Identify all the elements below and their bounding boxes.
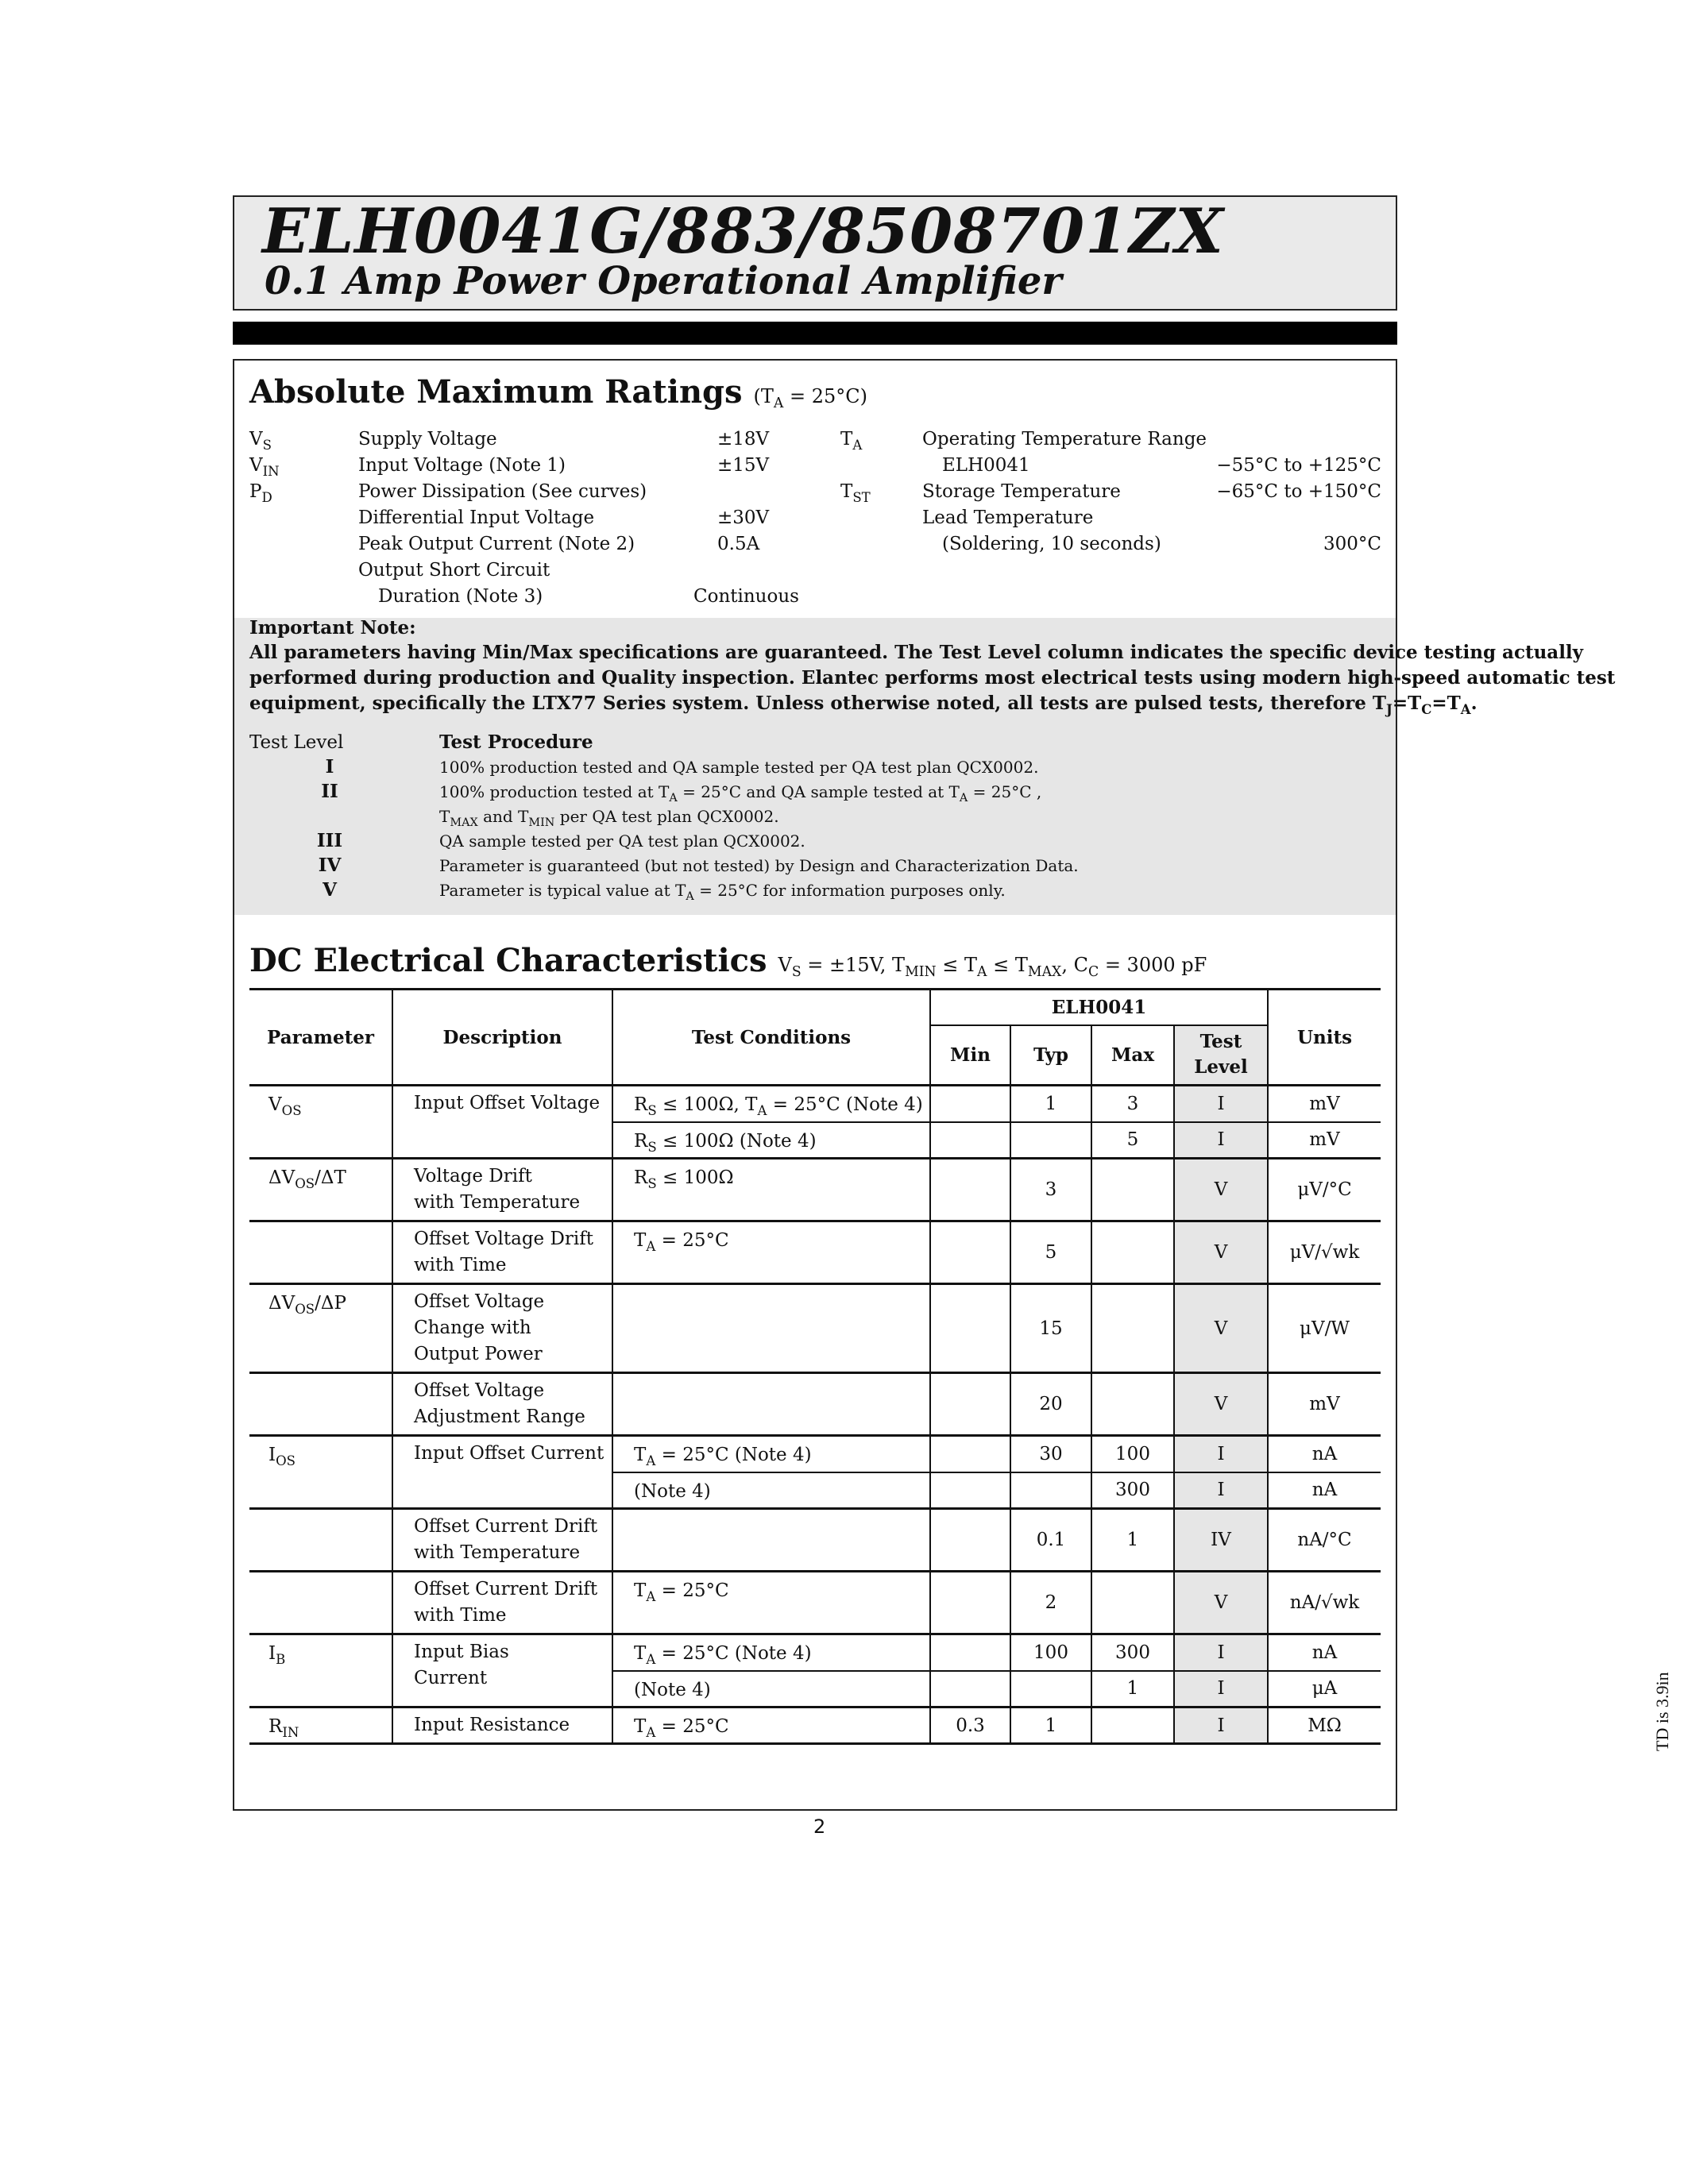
cell-test-level: I [1174,1436,1268,1472]
abs-max-label: (Soldering, 10 seconds) [942,534,1161,554]
cell-test-level: V [1174,1373,1268,1436]
abs-max-symbol: $T_{ST}$ [840,481,871,505]
cell-typ [1010,1122,1091,1159]
cell-test-level: I [1174,1086,1268,1122]
cell-typ: 1 [1010,1707,1091,1744]
header-min: Min [930,1025,1010,1086]
table-row [249,1509,1381,1572]
cell-test-level: V [1174,1221,1268,1284]
cell-test-conditions: $T_A = 25^\circ C$ [612,1221,930,1284]
cell-min [930,1671,1010,1707]
cell-test-level: I [1174,1634,1268,1671]
cell-parameter [249,1509,392,1572]
abs-max-label: Supply Voltage [358,429,497,450]
cell-min [930,1373,1010,1436]
cell-units: μA [1268,1671,1381,1707]
cell-description: Offset Current Drift with Time [392,1572,612,1634]
abs-max-title: Absolute Maximum Ratings [249,373,743,411]
cell-test-conditions: $R_S \le 100\Omega$ [612,1159,930,1221]
test-level-code: IV [318,855,342,876]
dc-heading [249,942,1207,980]
cell-units: nA/√wk [1268,1572,1381,1634]
cell-typ: 30 [1010,1436,1091,1472]
cell-test-conditions: (Note 4) [612,1671,930,1707]
cell-test-level: V [1174,1159,1268,1221]
cell-test-level: IV [1174,1509,1268,1572]
abs-max-label: Power Dissipation (See curves) [358,481,647,502]
cell-parameter [249,1221,392,1284]
cell-description: Offset Voltage Drift with Time [392,1221,612,1284]
dc-characteristics-table [249,988,1381,1745]
abs-max-symbol: $T_A$ [840,429,863,453]
cell-test-level: V [1174,1572,1268,1634]
cell-test-conditions [612,1284,930,1373]
table-row [249,1373,1381,1436]
cell-max [1091,1159,1174,1221]
cell-units: nA/°C [1268,1509,1381,1572]
cell-min [930,1221,1010,1284]
cell-typ: 0.1 [1010,1509,1091,1572]
cell-units: mV [1268,1373,1381,1436]
abs-max-value: 300°C [1323,534,1381,554]
cell-description: Input Resistance [392,1707,612,1744]
page-number: 2 [813,1815,826,1838]
cell-parameter: $R_{IN}$ [249,1707,392,1744]
abs-max-label: Duration (Note 3) [378,586,543,607]
table-row [249,1284,1381,1373]
table-row [249,1221,1381,1284]
cell-min [930,1472,1010,1509]
cell-units: nA [1268,1436,1381,1472]
cell-parameter: $I_B$ [249,1634,392,1707]
header-divider-bar [233,322,1397,345]
cell-description: Offset Voltage Adjustment Range [392,1373,612,1436]
cell-max: 100 [1091,1436,1174,1472]
cell-units: μV/°C [1268,1159,1381,1221]
abs-max-label: Differential Input Voltage [358,507,595,528]
abs-max-label: Peak Output Current (Note 2) [358,534,635,554]
cell-max [1091,1221,1174,1284]
cell-units: mV [1268,1122,1381,1159]
cell-test-conditions: $T_A = 25^\circ C$ (Note 4) [612,1436,930,1472]
header-max: Max [1091,1025,1174,1086]
table-row [249,1436,1381,1472]
test-level-description: Parameter is guaranteed (but not tested) by Design and Characterization Data. [439,856,1079,875]
cell-parameter: $V_{OS}$ [249,1086,392,1159]
cell-typ: 100 [1010,1634,1091,1671]
test-level-description: Parameter is typical value at $T_A = 25^\circ C$ for information purposes only. [439,881,1006,904]
cell-max [1091,1572,1174,1634]
cell-test-conditions: $R_S \le 100\Omega$ (Note 4) [612,1122,930,1159]
cell-units: μV/W [1268,1284,1381,1373]
abs-max-label: ELH0041 [942,455,1030,476]
abs-max-value: ±30V [717,507,770,528]
cell-min [930,1572,1010,1634]
cell-test-level: I [1174,1472,1268,1509]
abs-max-symbol: $V_{IN}$ [249,455,280,479]
abs-max-label: Output Short Circuit [358,560,550,581]
cell-parameter [249,1572,392,1634]
cell-test-conditions: $T_A = 25^\circ C$ (Note 4) [612,1634,930,1671]
document-subtitle: 0.1 Amp Power Operational Amplifier [265,259,1062,303]
table-row [249,1634,1381,1671]
header-typ: Typ [1010,1025,1091,1086]
cell-description: Offset Voltage Change with Output Power [392,1284,612,1373]
cell-units: nA [1268,1634,1381,1671]
cell-min [930,1122,1010,1159]
cell-description: Input Bias Current [392,1634,612,1707]
cell-test-conditions: (Note 4) [612,1472,930,1509]
abs-max-label: Lead Temperature [922,507,1094,528]
abs-max-value: ±18V [717,429,770,450]
cell-description: Input Offset Current [392,1436,612,1509]
document-title: ELH0041G/883/8508701ZX [262,195,1224,268]
cell-max [1091,1373,1174,1436]
header-device: ELH0041 [930,990,1268,1025]
important-note-line-2: performed during production and Quality inspection. Elantec performs most electrical tests using modern high-speed automatic test [249,667,1616,689]
table-row [249,1707,1381,1744]
test-level-description: QA sample tested per QA test plan QCX0002. [439,832,805,851]
header-test-level: Test Level [1174,1025,1268,1086]
abs-max-label: Operating Temperature Range [922,429,1207,450]
test-level-code: I [325,756,334,778]
test-procedure-header: Test Procedure [439,731,593,753]
cell-min [930,1436,1010,1472]
cell-units: MΩ [1268,1707,1381,1744]
cell-test-conditions [612,1509,930,1572]
cell-test-level: V [1174,1284,1268,1373]
cell-test-level: I [1174,1122,1268,1159]
abs-max-symbol: $P_D$ [249,481,272,505]
important-note-line-3: equipment, specifically the LTX77 Series system. Unless otherwise noted, all tests are pulsed tests, therefore $T_J=T_C=T_A$. [249,693,1477,717]
cell-max: 300 [1091,1472,1174,1509]
header-parameter: Parameter [249,990,392,1086]
cell-max: 5 [1091,1122,1174,1159]
cell-typ: 1 [1010,1086,1091,1122]
cell-typ: 20 [1010,1373,1091,1436]
abs-max-label: Storage Temperature [922,481,1121,502]
header-description: Description [392,990,612,1086]
abs-max-condition: $(T_A = 25^\circ C)$ [753,385,867,412]
side-note: TD is 3.9in [1652,1672,1672,1751]
cell-max: 3 [1091,1086,1174,1122]
abs-max-label: Input Voltage (Note 1) [358,455,566,476]
cell-typ [1010,1472,1091,1509]
cell-min [930,1086,1010,1122]
cell-units: nA [1268,1472,1381,1509]
cell-max: 300 [1091,1634,1174,1671]
test-level-code: III [316,830,343,851]
abs-max-value: −65°C to +150°C [1216,481,1381,502]
test-level-code: V [323,879,337,901]
cell-units: μV/√wk [1268,1221,1381,1284]
cell-min [930,1634,1010,1671]
cell-max: 1 [1091,1671,1174,1707]
cell-typ: 3 [1010,1159,1091,1221]
dc-title: DC Electrical Characteristics [249,942,767,979]
abs-max-heading [249,373,867,411]
test-level-description: 100% production tested and QA sample tested per QA test plan QCX0002. [439,758,1039,777]
cell-test-conditions: $T_A = 25^\circ C$ [612,1572,930,1634]
header-units: Units [1268,990,1381,1086]
cell-description: Offset Current Drift with Temperature [392,1509,612,1572]
cell-typ: 2 [1010,1572,1091,1634]
cell-test-level: I [1174,1707,1268,1744]
table-row [249,1086,1381,1122]
cell-test-level: I [1174,1671,1268,1707]
important-note-line-1: All parameters having Min/Max specifications are guaranteed. The Test Level column indicates the specific device testing actually [249,642,1584,663]
cell-min [930,1159,1010,1221]
important-note-title: Important Note: [249,617,416,639]
cell-min [930,1509,1010,1572]
cell-min: 0.3 [930,1707,1010,1744]
cell-max [1091,1707,1174,1744]
cell-typ [1010,1671,1091,1707]
cell-parameter [249,1373,392,1436]
cell-parameter: $I_{OS}$ [249,1436,392,1509]
cell-test-conditions: $T_A = 25^\circ C$ [612,1707,930,1744]
cell-description: Input Offset Voltage [392,1086,612,1159]
cell-typ: 15 [1010,1284,1091,1373]
abs-max-value: ±15V [717,455,770,476]
dc-conditions: $V_S = \pm 15V$, $T_{MIN} \le T_A \le T_{MAX}$, $C_C = 3000$ pF [778,954,1207,981]
cell-units: mV [1268,1086,1381,1122]
table-row [249,1572,1381,1634]
test-level-description: $T_{MAX}$ and $T_{MIN}$ per QA test plan QCX0002. [439,807,779,830]
cell-description: Voltage Drift with Temperature [392,1159,612,1221]
cell-test-conditions: $R_S \le 100\Omega$, $T_A = 25^\circ C$ (Note 4) [612,1086,930,1122]
abs-max-symbol: $V_S$ [249,429,272,453]
abs-max-value: −55°C to +125°C [1216,455,1381,476]
cell-max [1091,1284,1174,1373]
cell-parameter: $\Delta V_{OS}/\Delta P$ [249,1284,392,1373]
test-level-code: II [321,781,338,802]
abs-max-value: Continuous [693,586,799,607]
cell-typ: 5 [1010,1221,1091,1284]
header-test-conditions: Test Conditions [612,990,930,1086]
cell-parameter: $\Delta V_{OS}/\Delta T$ [249,1159,392,1221]
abs-max-value: 0.5A [717,534,760,554]
cell-max: 1 [1091,1509,1174,1572]
cell-test-conditions [612,1373,930,1436]
cell-min [930,1284,1010,1373]
test-level-description: 100% production tested at $T_A = 25^\circ C$ and QA sample tested at $T_A = 25^\circ C$ , [439,782,1042,805]
test-level-header: Test Level [249,732,344,753]
table-row [249,1159,1381,1221]
